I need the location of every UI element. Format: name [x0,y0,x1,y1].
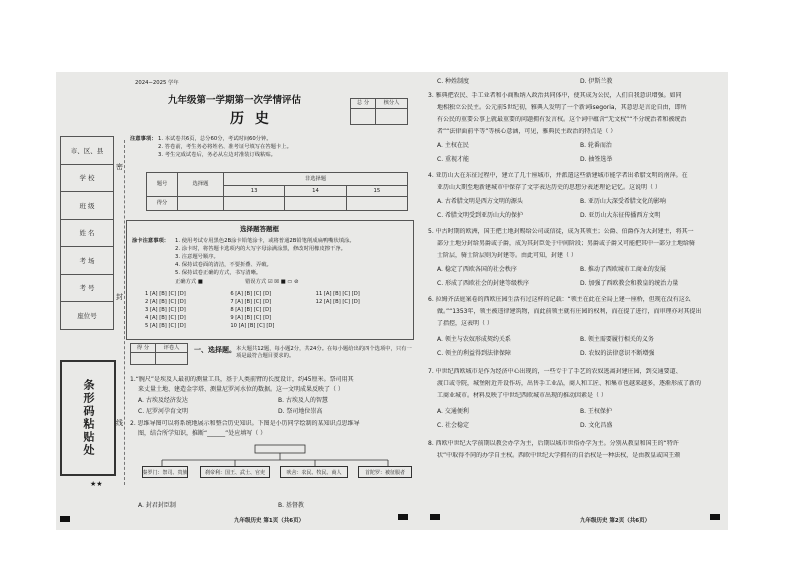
q6-option-a[interactable]: A. 领主与农奴形成契约关系 [437,336,511,343]
answer-grid-row [145,298,395,306]
sheet-note-2: 2. 涂卡时，将答题卡选项内的大写字母涂满涂黑，修改时用橡皮擦干净。 [175,246,346,252]
bind-label-close: 封 [116,293,123,301]
field-name[interactable]: 姓 名 [61,220,113,248]
total-score-label: 总 分 [351,99,376,109]
q1-option-c[interactable]: C. 尼罗河孕育文明 [138,408,189,415]
mind-map-branch-4: 首陀罗：被征服者 [358,466,412,478]
mind-map-branch-2: 刹帝利：国王、武士、官吏 [200,466,270,478]
field-seat-number[interactable]: 座位号 [77,311,97,320]
score-table-q15: 15 [346,186,407,197]
q3-line-4: 者”“法律面前平等”等核心意涵，可见，雅典民主政治的特点是（ ） [437,128,617,135]
q4-line-2: 亚历山大期至地新建城市中保存了文字表达历史的思想分表述理论记忆。这说明（ ） [437,184,661,191]
score-table-header-nonchoice: 非选择题 [224,173,408,186]
answer-q7[interactable]: 7 [A] [B] [C] [D] [230,299,272,305]
q4-option-b[interactable]: B. 亚历山大深受希腊文化的影响 [580,198,666,205]
score-table-score-label: 得分 [147,197,178,211]
bind-label-seal: 密 [116,163,123,171]
score-table-q14: 14 [285,186,346,197]
star-mark: ★★ [90,480,103,488]
q7-option-c[interactable]: C. 社会稳定 [437,422,470,429]
answer-q5[interactable]: 5 [A] [B] [C] [D] [145,323,186,329]
section-grader-label: 评卷人 [156,344,188,353]
answer-sheet-title: 选择题答题框 [240,225,279,233]
q3-option-d[interactable]: D. 抽签选举 [580,156,613,163]
q5-line-1: 5. 中古时期的欧洲，国王把土地封赐给公司或信徒，成为其领主；公爵、伯爵作为大封建主，将其一 [428,228,694,235]
section-score-cell[interactable] [131,353,156,365]
fill-correct-example: 正确方式 ■ [175,279,203,285]
barcode-area [60,360,116,476]
grader-cell[interactable] [376,109,408,125]
q6-option-b[interactable]: B. 领主需要履行相关的义务 [580,336,654,343]
field-school[interactable]: 学 校 [61,165,113,193]
score-table [146,172,408,211]
q5-line-3: 士阶层，骑士阶层则为封建等。由此可知，封建（ ） [437,252,577,259]
registration-mark [60,516,70,522]
section-title: 一、选择题。 [194,346,236,354]
q7-option-b[interactable]: B. 王权保护 [580,408,612,415]
answer-q10[interactable]: 10 [A] [B] [C] [D] [230,323,275,329]
mind-map-branch-1: 秦罗门：祭司、贵族 [142,466,188,478]
q3-line-2: 地相独立公民主。公元前5世纪初，雅典人发明了一个新词isegoria，其意思是言论自由，即所 [437,104,687,111]
q7-line-3: 工商业城市。材料反映了中世纪西欧城市出现的推动因素是（ ） [437,392,607,399]
q4-line-1: 4. 亚历山大在东征过程中，建立了几十座城市，并派遣这些新建城市能学者出希腊文明的南萍。在 [428,172,688,179]
answer-q9[interactable]: 9 [A] [B] [C] [D] [230,315,272,321]
field-exam-room[interactable]: 考 场 [61,247,113,275]
q3-line-1: 3. 雅典把农民、手工业者和小商贩纳入政治共同体中，使其成为公民，人们自我意识增强。如同 [428,92,682,99]
total-score-box [350,98,408,125]
fill-wrong-example: 错误方式 ☑ ☒ ■ ▭ ⊘ [245,279,299,285]
q7-line-1: 7. 中世纪西欧城市是作为经济中心出现的，一些专于了手艺的农奴逃离封建庄园，到交通要道、 [428,368,682,375]
sheet-note-3: 3. 注意题号顺序。 [175,254,219,260]
q1-stem-1: 1.“腕尺”是埃及人最初的测量工具，基于人类前臂的长度设计，约45厘米。祭司用其 [130,376,354,383]
answer-q1[interactable]: 1 [A] [B] [C] [D] [145,291,186,297]
subject-title: 历 史 [230,111,272,127]
answer-q2[interactable]: 2 [A] [B] [C] [D] [145,299,186,305]
q1-option-d[interactable]: D. 祭司地位崇高 [278,408,323,415]
registration-mark [398,514,408,520]
q3-option-c[interactable]: C. 重视才能 [437,156,470,163]
student-info-column [60,136,114,330]
q1-option-a[interactable]: A. 古埃及经济发达 [138,397,188,404]
q6-line-3: 了指控，这表明（ ） [437,320,493,327]
q4-option-c[interactable]: C. 希腊文明受到亚历山大的保护 [437,212,524,219]
score-table-header-number: 题号 [147,173,178,197]
registration-mark [710,514,720,520]
section-grader-cell[interactable] [156,353,188,365]
q2-stem-2: 图，结合所学知识，推断“______”处应填写（ ） [138,430,267,437]
q5-option-d[interactable]: D. 加强了西欧教会和教皇的统治力量 [580,280,679,287]
q5-option-c[interactable]: C. 形成了西欧社会的封建等级秩序 [437,280,530,287]
bind-label-line: 线 [116,419,123,427]
q2-option-a[interactable]: A. 封君封臣制 [138,502,176,509]
notice-2: 2. 答卷前，考生务必将姓名、准考证号填写在答题卡上。 [158,144,292,150]
answer-q11[interactable]: 11 [A] [B] [C] [D] [315,291,360,297]
answer-grid-row [145,314,395,322]
q2-stem-1: 2. 思维导图可以将系统地展示和整合历史知识。下图是小历同学绘制的某知识点思维导 [130,420,360,427]
q8-line-1: 8. 西欧中世纪大学前期以教会办学为主，后期以城市世俗办学为主。分别从教皇和国王的“特许 [428,440,679,447]
answer-q6[interactable]: 6 [A] [B] [C] [D] [230,291,272,297]
sheet-note-title: 涂卡注意事项： [132,238,170,244]
q2-option-d[interactable]: D. 伊斯兰教 [580,78,613,85]
sheet-note-5: 5. 保持试卷正确的方式，书写清晰。 [175,270,262,276]
score-table-q13: 13 [224,186,285,197]
score-cell-13[interactable] [224,197,285,211]
q1-stem-2: 来丈量土地、建造金字塔、测量尼罗河水位的数据。这一文明成果反映了（ ） [138,386,344,393]
score-cell-15[interactable] [346,197,407,211]
mind-map-connectors [140,440,410,490]
q6-option-c[interactable]: C. 领主的利益得到法律保障 [437,350,512,357]
answer-q3[interactable]: 3 [A] [B] [C] [D] [145,307,186,313]
school-year: 2024−2025 学年 [135,80,179,86]
answer-grid-row [145,306,395,314]
page-footer-1: 九年级历史 第1页（共6页） [234,518,305,524]
q6-line-2: 做。”“1353年，领主被违律建筑物，而此前领主就有庄园的权利，而在提了进行，而审理亦对其提出 [437,308,702,315]
q3-option-a[interactable]: A. 主权在民 [437,142,469,149]
q2-option-c[interactable]: C. 种姓制度 [437,78,470,85]
answer-grid-row [145,290,395,298]
score-table-header-choice: 选择题 [178,173,224,197]
q4-option-d[interactable]: D. 亚历山大东征传播西方文明 [580,212,661,219]
notice-3: 3. 考生完成试卷后，务必从左边对准装订线粘贴。 [158,152,276,158]
registration-mark [430,514,440,520]
exam-title: 九年级第一学期第一次学情评估 [168,95,302,106]
q2-option-b[interactable]: B. 基督教 [278,502,304,509]
page-footer-2: 九年级历史 第2页（共6页） [580,518,651,524]
answer-q4[interactable]: 4 [A] [B] [C] [D] [145,315,186,321]
answer-grid [145,290,395,330]
answer-grid-row [145,322,395,330]
grader-label: 核分人 [376,99,408,109]
section-score-label: 得 分 [131,344,156,353]
notice-1: 1. 本试卷共6页，总分60分，考试时间60分钟。 [158,136,272,142]
q5-line-2: 部分土地分封给男爵或子爵，成为其封臣处于中间阶段；男爵或子爵又可能把其中一部分土地给骑 [437,240,696,247]
barcode-label: 条形码粘贴处 [82,379,95,457]
sheet-note-1: 1. 使用考试专用黑色2B涂卡铅笔涂卡，或将普通2B铅笔削成扁鸭嘴状填涂。 [175,238,355,244]
answer-q8[interactable]: 8 [A] [B] [C] [D] [230,307,272,313]
binding-line [124,140,125,485]
q1-option-b[interactable]: B. 古埃及人的智慧 [278,397,328,404]
q6-line-1: 6. 拉姆齐法庭案卷的西欧庄园生活有过这样的记载：“领主在此在全局上建一座桥，但现在没有这么 [428,296,691,303]
field-district[interactable]: 市、区、县 [61,137,113,165]
q7-line-2: 渡口或寺院，城堡附近开设作坊，出售手工业品，商人和工匠、和集市也越来越多，逐渐形成了新的 [437,380,702,387]
sheet-note-4: 4. 保持试卷面的清洁，不要折叠、弄破。 [175,262,272,268]
q6-option-d[interactable]: D. 农奴的法律意识不断增强 [580,350,655,357]
q7-option-a[interactable]: A. 交通便利 [437,408,469,415]
total-score-cell[interactable] [351,109,376,125]
section-grade-box [130,343,188,365]
field-class[interactable]: 班 级 [61,192,113,220]
mind-map-branch-3: 吠舍：农民、牧民、商人 [280,466,348,478]
answer-q12[interactable]: 12 [A] [B] [C] [D] [315,299,360,305]
q5-option-b[interactable]: B. 推动了西欧城市工商业的发展 [580,266,666,273]
q3-line-3: 有公民的重要公事上就最重要的问题拥有发言权。这个词中蕴含“无文权”“不分统治者和被统治 [437,116,687,123]
score-cell-choice[interactable] [178,197,224,211]
q8-line-2: 状”中取得不同的办学自主权。西欧中世纪大学拥有的自治权是一种法权，是由教皇或国王颁 [437,452,681,459]
score-cell-14[interactable] [285,197,346,211]
section-description: 本大题共12题，每小题2分，共24分。在每小题给出的四个选项中，只有一项是最符合题目要求的。 [236,346,412,359]
q7-option-d[interactable]: D. 文化昌盛 [580,422,613,429]
field-exam-number[interactable]: 考 号 [61,275,113,303]
notice-title: 注意事项： [130,136,157,142]
q3-option-b[interactable]: B. 轮番而治 [580,142,612,149]
q5-option-a[interactable]: A. 稳定了西欧各国的社会秩序 [437,266,517,273]
q4-option-a[interactable]: A. 古希腊文明是西方文明的源头 [437,198,523,205]
